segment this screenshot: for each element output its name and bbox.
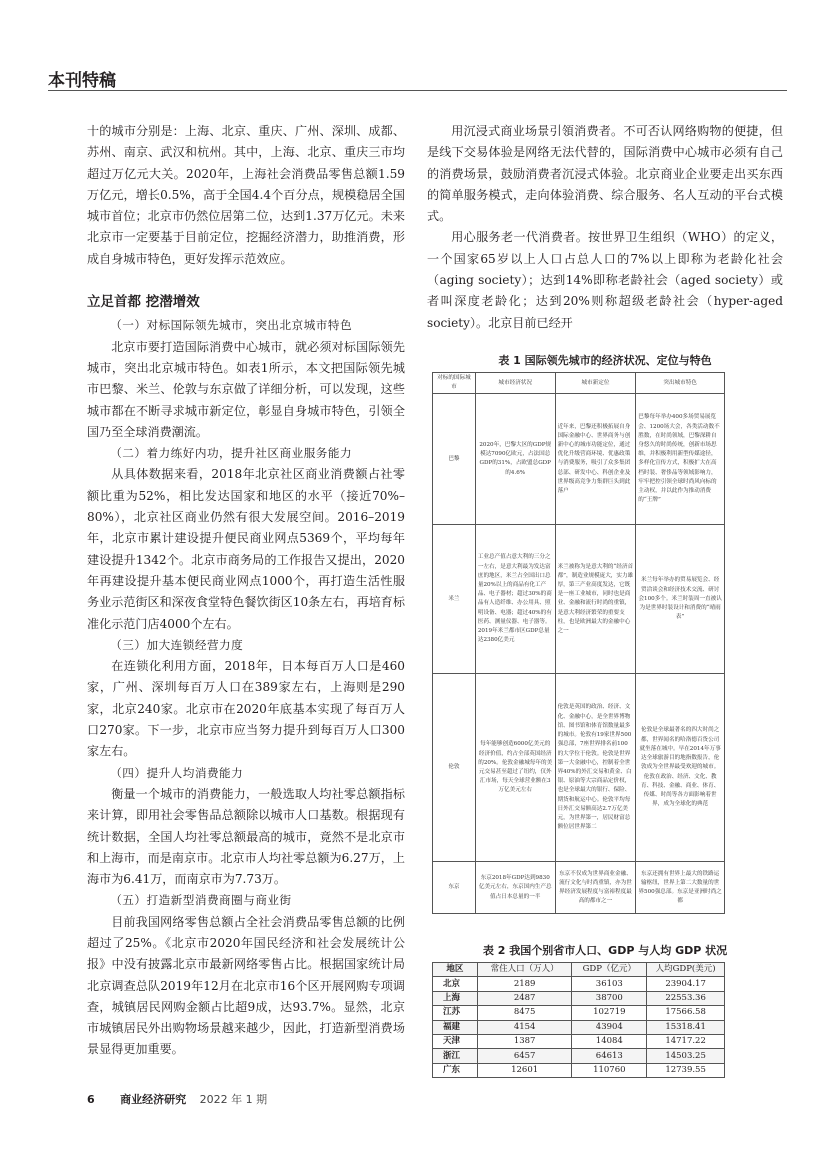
region-cell: 北京 (433, 977, 478, 991)
value-cell: 22553.36 (647, 991, 725, 1005)
value-cell: 12601 (477, 1063, 572, 1077)
table-row (433, 1034, 725, 1048)
region-cell: 浙江 (433, 1049, 478, 1063)
paragraph: 用心服务老一代消费者。按世界卫生组织（WHO）的定义，一个国家65岁以上人口占总人口的7%以上即称为老龄化社会（aging society）；达到14%即称老龄社会（aged society）或者叫深度老龄化；达到20%则称超级老龄社会（hyper-aged society）。北京目前已经开 (427, 230, 783, 330)
region-cell: 天津 (433, 1034, 478, 1048)
table-1 (432, 372, 725, 914)
header-rule (48, 90, 787, 91)
paragraph: 衡量一个城市的消费能力，一般选取人均社零总额指标来计算，即用社会零售品总额除以城市人口基数。根据现有统计数据，全国人均社零总额最高的城市，竟然不是北京市和上海市，而是南京市。北京市人均社零总额为6.27万，上海市为6.41万，而南京市为7.73万。 (87, 786, 405, 887)
table-row (433, 674, 725, 862)
issue-label: 2022 年 1 期 (199, 1093, 268, 1106)
value-cell: 102719 (572, 1006, 647, 1020)
economy-cell: 每年能够创造6000亿美元的经济价值，约占全部英国经济的20%。伦敦金融城每年的美元交易甚至超过了纽约，仅外汇市场，每天全球营业额在3万亿美元左右 (475, 674, 555, 862)
position-cell: 东京不仅成为世界商业金融、流行文化与时尚重镇，亦为世界经济发展程度与富裕程度最高的都市之一 (555, 862, 636, 914)
page-number: 6 (87, 1093, 95, 1106)
value-cell: 4154 (477, 1020, 572, 1034)
header-cell: 地区 (433, 963, 478, 977)
subheading: （一）对标国际领先城市，突出北京城市特色 (110, 318, 353, 333)
region-cell: 上海 (433, 991, 478, 1005)
paragraph: 北京市要打造国际消费中心城市，就必须对标国际领先城市，突出北京城市特色。如表1所示，本文把国际领先城市巴黎、米兰、伦敦与东京做了详细分析，可以发现，这些城市都在不断寻求城市新定位，彰显自身城市特色，引领全国乃至全球消费潮流。 (87, 339, 405, 439)
table-header-row (433, 373, 725, 394)
region-cell: 福建 (433, 1020, 478, 1034)
economy-cell: 东京2018年GDP达到9830亿美元左右，东京国内生产总值占日本总量的一半 (475, 862, 555, 914)
right-column (427, 121, 783, 334)
section-heading: 立足首都 挖潜增效 (87, 294, 200, 311)
value-cell: 14503.25 (647, 1049, 725, 1063)
table-row (433, 1049, 725, 1063)
table-row (433, 991, 725, 1005)
subheading: （二）着力练好内功，提升社区商业服务能力 (110, 446, 353, 461)
value-cell: 14717.22 (647, 1034, 725, 1048)
header-cell: 城市经济状况 (475, 373, 555, 394)
feature-cell: 东京还拥有世界上最大的铁路运输枢纽，世界上第二大数量的世界500强总部。东京是亚洲时尚之都 (636, 862, 725, 914)
economy-cell: 工业总产值占意大利的三分之一左右，是意大利最为发达富庶的地区，米兰占全国出口总量20%以上的商品有化工产品、电子器材；超过30%的商品有人造纤维、办公用具、照明设备、电器；超过40%的有医药、测量仪器、电子器等。2019年米兰都市区GDP总量达2380亿美元 (475, 525, 555, 674)
value-cell: 23904.17 (647, 977, 725, 991)
value-cell: 15318.41 (647, 1020, 725, 1034)
value-cell: 8475 (477, 1006, 572, 1020)
value-cell: 64613 (572, 1049, 647, 1063)
value-cell: 38700 (572, 991, 647, 1005)
value-cell: 2189 (477, 977, 572, 991)
table2-caption: 表 2 我国个别省市人口、GDP 与人均 GDP 状况 (482, 944, 728, 957)
header-cell: GDP（亿元） (572, 963, 647, 977)
table-row (433, 862, 725, 914)
table-row (433, 1020, 725, 1034)
paragraph: 在连锁化利用方面，2018年，日本每百万人口是460家，广州、深圳每百万人口在389家左右，上海则是290家，北京240家。北京市在2020年底基本实现了每百万人口270家。下一步，北京市应当努力提升到每百万人口300家左右。 (87, 659, 405, 759)
economy-cell: 2020年，巴黎大区的GDP规模达7090亿欧元，占法国总GDP的31%，占欧盟总GDP的4.6% (475, 394, 555, 525)
paragraph: 目前我国网络零售总额占全社会消费品零售总额的比例超过了25%。《北京市2020年国民经济和社会发展统计公报》中没有披露北京市最新网络零售占比。根据国家统计局北京调查总队2019年12月在北京市16个区开展网购专项调查，城镇居民网购金额占比超9成，达93.7%。显然，北京市城镇居民外出购物场景越来越少，因此，打造新型消费场景显得更加重要。 (87, 914, 405, 1057)
subheading: （三）加大连锁经营力度 (110, 637, 244, 652)
city-cell: 东京 (433, 862, 476, 914)
table-header-row (433, 963, 725, 977)
section-tag: 本刊特稿 (48, 71, 116, 91)
table-row (433, 1063, 725, 1077)
region-cell: 广东 (433, 1063, 478, 1077)
region-cell: 江苏 (433, 1006, 478, 1020)
value-cell: 43904 (572, 1020, 647, 1034)
value-cell: 6457 (477, 1049, 572, 1063)
header-cell: 常住人口（万人） (477, 963, 572, 977)
header-cell: 城市新定位 (555, 373, 636, 394)
city-cell: 米兰 (433, 525, 476, 674)
position-cell: 近年来，巴黎还积极拓展自身国际金融中心、世界商务与创新中心的城市功能定位，通过优化升级营商环境、优惠政策与消费服务，吸引了众多集团总部、研发中心、科创企业及世界级高竞争力集群巨头到此落户 (555, 394, 636, 525)
feature-cell: 伦敦是全球最著名的四大时尚之都，世界闻名的哈洛德百货公司就坐落在城中。早在2014年万事达全球旅游目的地指数报告，伦敦成为全世界最受欢迎的城市。伦敦在政治、经济、文化、教育、科技、金融、商业、体育、传媒、时尚等各方面影响着世界，成为全球化的典范 (636, 674, 725, 862)
table-2 (432, 962, 725, 1078)
value-cell: 2487 (477, 991, 572, 1005)
value-cell: 110760 (572, 1063, 647, 1077)
table-row (433, 1006, 725, 1020)
subheading: （五）打造新型消费商圈与商业街 (110, 893, 292, 908)
left-column (87, 121, 405, 1061)
value-cell: 17566.58 (647, 1006, 725, 1020)
header-cell: 人均GDP(美元) (647, 963, 725, 977)
value-cell: 14084 (572, 1034, 647, 1048)
position-cell: 米兰被称为是意大利的“经济首都”，制造业规模庞大，实力雄厚，第三产业高度发达，它既是一座工业城市，同时也是商业、金融和流行时尚的重镇，是意大利经济繁荣的重要支柱，也是欧洲最大的金融中心之一 (555, 525, 636, 674)
feature-cell: 巴黎每年举办400多场贸易展览会、1200场大会，各类活动数不胜数，在时尚领域，巴黎深耕自身悠久的时尚传统，创新市场思维，并积极利用新型传媒途径，多样化宣传方式，积极扩大在高档时装、奢侈品等领域影响力，牢牢把控引领全球时尚风向标的主动权，并以此作为推动消费的“王牌” (636, 394, 725, 525)
value-cell: 12739.55 (647, 1063, 725, 1077)
feature-cell: 米兰每年举办的贸易展览会、经贸洽谈会和经济技术交流、研讨会100多个。米兰时装周一直被认为是世界时装设计和消费的“晴雨表” (636, 525, 725, 674)
header-cell: 突出城市特色 (636, 373, 725, 394)
journal-name: 商业经济研究 (120, 1093, 187, 1106)
table-row (433, 977, 725, 991)
paragraph: 从具体数据来看，2018年北京社区商业消费额占社零额比重为52%，相比发达国家和地区的水平（接近70%–80%），北京社区商业仍然有很大发展空间。2016–2019年，北京市累计建设提升便民商业网点5369个，平均每年建设提升1342个。北京市商务局的工作报告又提出，2020年再建设提升基本便民商业网点1000个，再打造生活性服务业示范街区和深夜食堂特色餐饮街区10条左右，再培育标准化示范门店4000个左右。 (87, 467, 405, 631)
value-cell: 36103 (572, 977, 647, 991)
subheading: （四）提升人均消费能力 (110, 765, 244, 780)
value-cell: 1387 (477, 1034, 572, 1048)
position-cell: 伦敦是英国的政治、经济、文化、金融中心，是全世界博物馆、图书馆和体育馆数量最多的城市。伦敦有19家世界500强总部，7座世界排名前100的大学位于伦敦。伦敦是世界第一大金融中心，控制着全世界40%的外汇交易和黄金、白银、原油等大宗商品定价权，也是全球最大的银行、保险、期货和航运中心。伦敦平均每日外汇交易额高达2.7万亿美元，为世界第一，居民财富总额位居世界第二 (555, 674, 636, 862)
city-cell: 巴黎 (433, 394, 476, 525)
header-cell: 对标的国际城市 (433, 373, 476, 394)
footer (87, 1091, 289, 1107)
table-row (433, 394, 725, 525)
city-cell: 伦敦 (433, 674, 476, 862)
paragraph: 十的城市分别是：上海、北京、重庆、广州、深圳、成都、苏州、南京、武汉和杭州。其中，上海、北京、重庆三市均超过万亿元大关。2020年，上海社会消费品零售总额1.59万亿元，增长0.5%，高于全国4.4个百分点，规模稳居全国城市首位；北京市仍然位居第二位，达到1.37万亿元。未来北京市一定要基于目前定位，挖掘经济潜力，助推消费，形成自身城市特色，更好发挥示范效应。 (87, 124, 405, 266)
table-row (433, 525, 725, 674)
paragraph: 用沉浸式商业场景引領消费者。不可否认网络购物的便捷，但是线下交易体验是网络无法代替的，国际消费中心城市必须有自己的消费场景，鼓励消费者沉浸式体验。北京商业企业要走出买东西的简单服务模式，走向体验消费、综合服务、名人互动的平台式模式。 (427, 124, 783, 224)
table1-caption: 表 1 国际领先城市的经济状况、定位与特色 (498, 354, 712, 367)
